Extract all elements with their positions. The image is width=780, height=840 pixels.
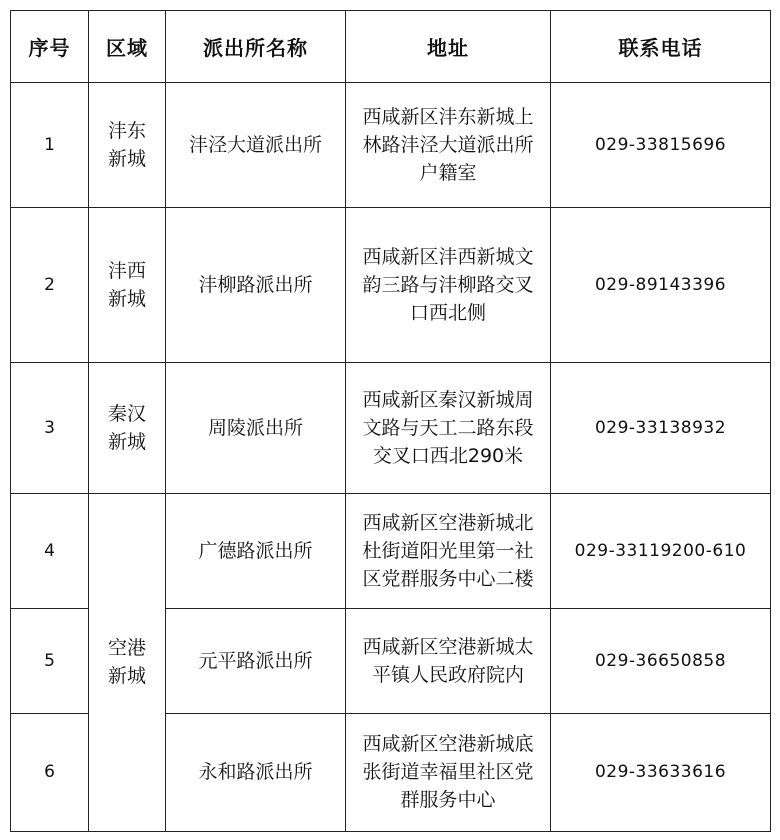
row-district [89,363,166,493]
row-address: 西咸新区空港新城太平镇人民政府院内 [346,608,551,713]
row-station-name: 元平路派出所 [166,608,346,713]
row-station-name: 沣泾大道派出所 [166,83,346,208]
row-district-merged [89,493,166,831]
table-row [11,83,771,208]
district-label: 空港新城 [107,637,146,688]
row-index: 3 [11,363,89,493]
row-phone: 029-89143396 [551,208,771,363]
row-address: 西咸新区沣西新城文韵三路与沣柳路交叉口西北侧 [346,208,551,363]
row-station-name: 沣柳路派出所 [166,208,346,363]
row-address: 西咸新区空港新城北杜街道阳光里第一社区党群服务中心二楼 [346,493,551,608]
row-district [89,208,166,363]
row-station-name: 永和路派出所 [166,713,346,831]
table-row [11,493,771,608]
row-district [89,83,166,208]
header-station-name: 派出所名称 [166,11,346,83]
table-header-row [11,11,771,83]
district-label: 沣西新城 [107,260,146,311]
row-address: 西咸新区空港新城底张街道幸福里社区党群服务中心 [346,713,551,831]
header-phone: 联系电话 [551,11,771,83]
row-index: 6 [11,713,89,831]
row-phone: 029-33138932 [551,363,771,493]
row-phone: 029-33633616 [551,713,771,831]
police-station-table [10,10,771,832]
row-address: 西咸新区秦汉新城周文路与天工二路东段交叉口西北290米 [346,363,551,493]
header-index: 序号 [11,11,89,83]
row-address: 西咸新区沣东新城上林路沣泾大道派出所户籍室 [346,83,551,208]
row-station-name: 周陵派出所 [166,363,346,493]
header-district: 区域 [89,11,166,83]
district-label: 沣东新城 [107,120,146,171]
row-index: 4 [11,493,89,608]
table-row [11,363,771,493]
row-phone: 029-33119200-610 [551,493,771,608]
row-phone: 029-36650858 [551,608,771,713]
header-address: 地址 [346,11,551,83]
row-station-name: 广德路派出所 [166,493,346,608]
row-index: 5 [11,608,89,713]
table-row [11,208,771,363]
row-phone: 029-33815696 [551,83,771,208]
row-index: 2 [11,208,89,363]
row-index: 1 [11,83,89,208]
district-label: 秦汉新城 [107,402,146,453]
